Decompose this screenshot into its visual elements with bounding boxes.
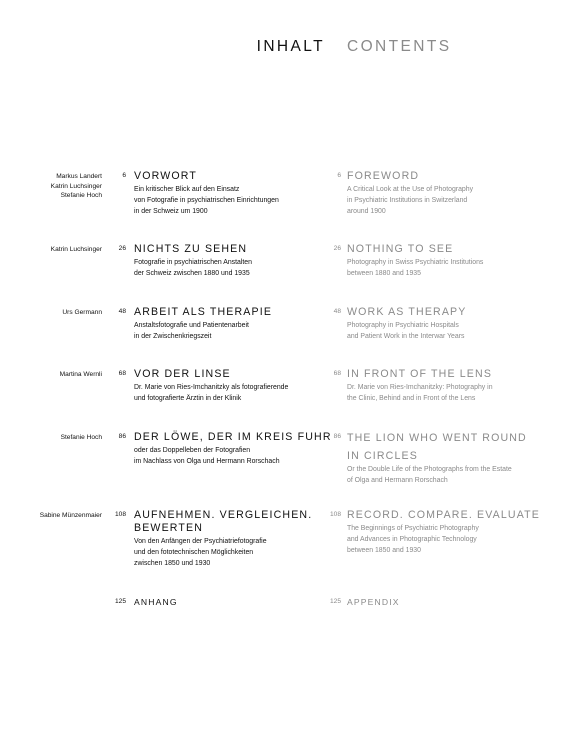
entry-title-en: NOTHING TO SEE (347, 243, 454, 255)
subtitle-line: Photography in Swiss Psychiatric Institutions (347, 259, 484, 266)
subtitle-line: and Patient Work in the Interwar Years (347, 333, 465, 341)
entry-german (134, 170, 334, 218)
entry-title-en: RECORD. COMPARE. EVALUATE (347, 509, 540, 521)
entry-subtitle-de (134, 536, 334, 570)
contents-title-german: INHALT (256, 38, 325, 55)
subtitle-line: Ein kritischer Blick auf den Einsatz (134, 186, 240, 193)
author-name: Markus Landert (56, 173, 102, 180)
entry-subtitle-de (134, 257, 334, 279)
author-name: Sabine Münzenmaier (39, 512, 102, 519)
entry-title-en: FOREWORD (347, 170, 420, 182)
entry-title-de: VOR DER LINSE (134, 368, 231, 380)
subtitle-line: Dr. Marie von Ries-Imchanitzky als fotografierende (134, 384, 289, 391)
subtitle-line: in Psychiatric Institutions in Switzerland (347, 197, 468, 205)
page-number-de: 125 (114, 598, 126, 605)
entry-authors (0, 245, 102, 255)
author-name: Katrin Luchsinger (50, 182, 102, 190)
title-line: THE LION WHO WENT ROUND (347, 432, 527, 444)
page-number-en: 86 (333, 433, 341, 440)
title-line: AUFNEHMEN. VERGLEICHEN. (134, 509, 313, 521)
entry-authors (0, 308, 102, 318)
subtitle-line: oder das Doppelleben der Fotografien (134, 447, 251, 454)
entry-title-en: WORK AS THERAPY (347, 306, 467, 318)
entry-subtitle-en (347, 320, 577, 342)
entry-subtitle-en (347, 184, 577, 218)
entry-title-en (347, 429, 577, 465)
subtitle-line: Photography in Psychiatric Hospitals (347, 322, 459, 329)
entry-authors (0, 172, 102, 201)
entry-german (134, 509, 334, 570)
subtitle-line: der Schweiz zwischen 1880 und 1935 (134, 270, 250, 278)
page-number-en: 6 (337, 172, 341, 179)
entry-german (134, 431, 334, 467)
subtitle-line: A Critical Look at the Use of Photography (347, 186, 474, 193)
entry-german (134, 596, 334, 609)
entry-english (347, 509, 577, 557)
entry-subtitle-de (134, 320, 334, 342)
subtitle-line: im Nachlass von Olga und Hermann Rorschach (134, 458, 280, 466)
page-number-de: 26 (118, 245, 126, 252)
page-number-en: 26 (333, 245, 341, 252)
author-name: Katrin Luchsinger (50, 246, 102, 253)
subtitle-line: the Clinic, Behind and in Front of the Lens (347, 395, 476, 403)
entry-subtitle-de (134, 382, 334, 404)
subtitle-line: between 1880 and 1935 (347, 270, 421, 278)
title-line: IN CIRCLES (347, 450, 418, 462)
entry-authors (0, 511, 102, 521)
entry-subtitle-de (134, 184, 334, 218)
author-name: Martina Wernli (59, 371, 102, 378)
page-number-de: 48 (118, 308, 126, 315)
entry-english (347, 170, 577, 218)
entry-title-en: APPENDIX (347, 597, 400, 607)
entry-subtitle-de (134, 445, 334, 467)
page-number-de: 86 (118, 433, 126, 440)
subtitle-line: in der Zwischenkriegszeit (134, 333, 212, 341)
subtitle-line: von Fotografie in psychiatrischen Einrichtungen (134, 197, 279, 205)
subtitle-line: Dr. Marie von Ries-Imchanitzky: Photography in (347, 384, 493, 391)
page-number-de: 68 (118, 370, 126, 377)
subtitle-line: around 1900 (347, 208, 386, 216)
entry-german (134, 243, 334, 279)
subtitle-line: of Olga and Hermann Rorschach (347, 477, 448, 485)
entry-authors (0, 433, 102, 443)
page-number-en: 108 (329, 511, 341, 518)
entry-title-de: ANHANG (134, 597, 178, 607)
entry-title-de (134, 509, 334, 535)
page-number-en: 48 (333, 308, 341, 315)
entry-title-de: NICHTS ZU SEHEN (134, 243, 248, 255)
entry-english (347, 243, 577, 279)
entry-subtitle-en (347, 257, 577, 279)
author-name: Stefanie Hoch (60, 434, 102, 441)
subtitle-line: Anstaltsfotografie und Patientenarbeit (134, 322, 249, 329)
title-line: BEWERTEN (134, 522, 204, 534)
author-name: Urs Germann (62, 309, 102, 316)
entry-title-de: ARBEIT ALS THERAPIE (134, 306, 273, 318)
entry-german (134, 368, 334, 404)
entry-subtitle-en (347, 464, 577, 486)
page-number-en: 125 (329, 598, 341, 605)
entry-english (347, 368, 577, 404)
entry-english (347, 306, 577, 342)
subtitle-line: in der Schweiz um 1900 (134, 208, 208, 216)
subtitle-line: und fotografierte Ärztin in der Klinik (134, 395, 242, 403)
entry-german (134, 306, 334, 342)
page-number-en: 68 (333, 370, 341, 377)
subtitle-line: between 1850 and 1930 (347, 547, 421, 555)
subtitle-line: and Advances in Photographic Technology (347, 536, 477, 544)
page-header (0, 38, 585, 58)
entry-subtitle-en (347, 382, 577, 404)
subtitle-line: Von den Anfängen der Psychiatriefotografie (134, 538, 267, 545)
author-name: Stefanie Hoch (60, 192, 102, 200)
subtitle-line: The Beginnings of Psychiatric Photography (347, 525, 479, 532)
entry-subtitle-en (347, 523, 577, 557)
entry-title-en: IN FRONT OF THE LENS (347, 368, 493, 380)
entry-english (347, 596, 577, 609)
entry-authors (0, 370, 102, 380)
contents-title-english: CONTENTS (347, 38, 452, 55)
subtitle-line: Or the Double Life of the Photographs from the Estate (347, 466, 512, 473)
page-number-de: 6 (122, 172, 126, 179)
page-number-de: 108 (114, 511, 126, 518)
entry-title-de: DER LÖWE, DER IM KREIS FUHR (134, 431, 332, 443)
entry-english (347, 431, 577, 486)
entry-title-de: VORWORT (134, 170, 197, 182)
subtitle-line: und den fototechnischen Möglichkeiten (134, 549, 254, 557)
subtitle-line: zwischen 1850 und 1930 (134, 560, 211, 568)
subtitle-line: Fotografie in psychiatrischen Anstalten (134, 259, 252, 266)
